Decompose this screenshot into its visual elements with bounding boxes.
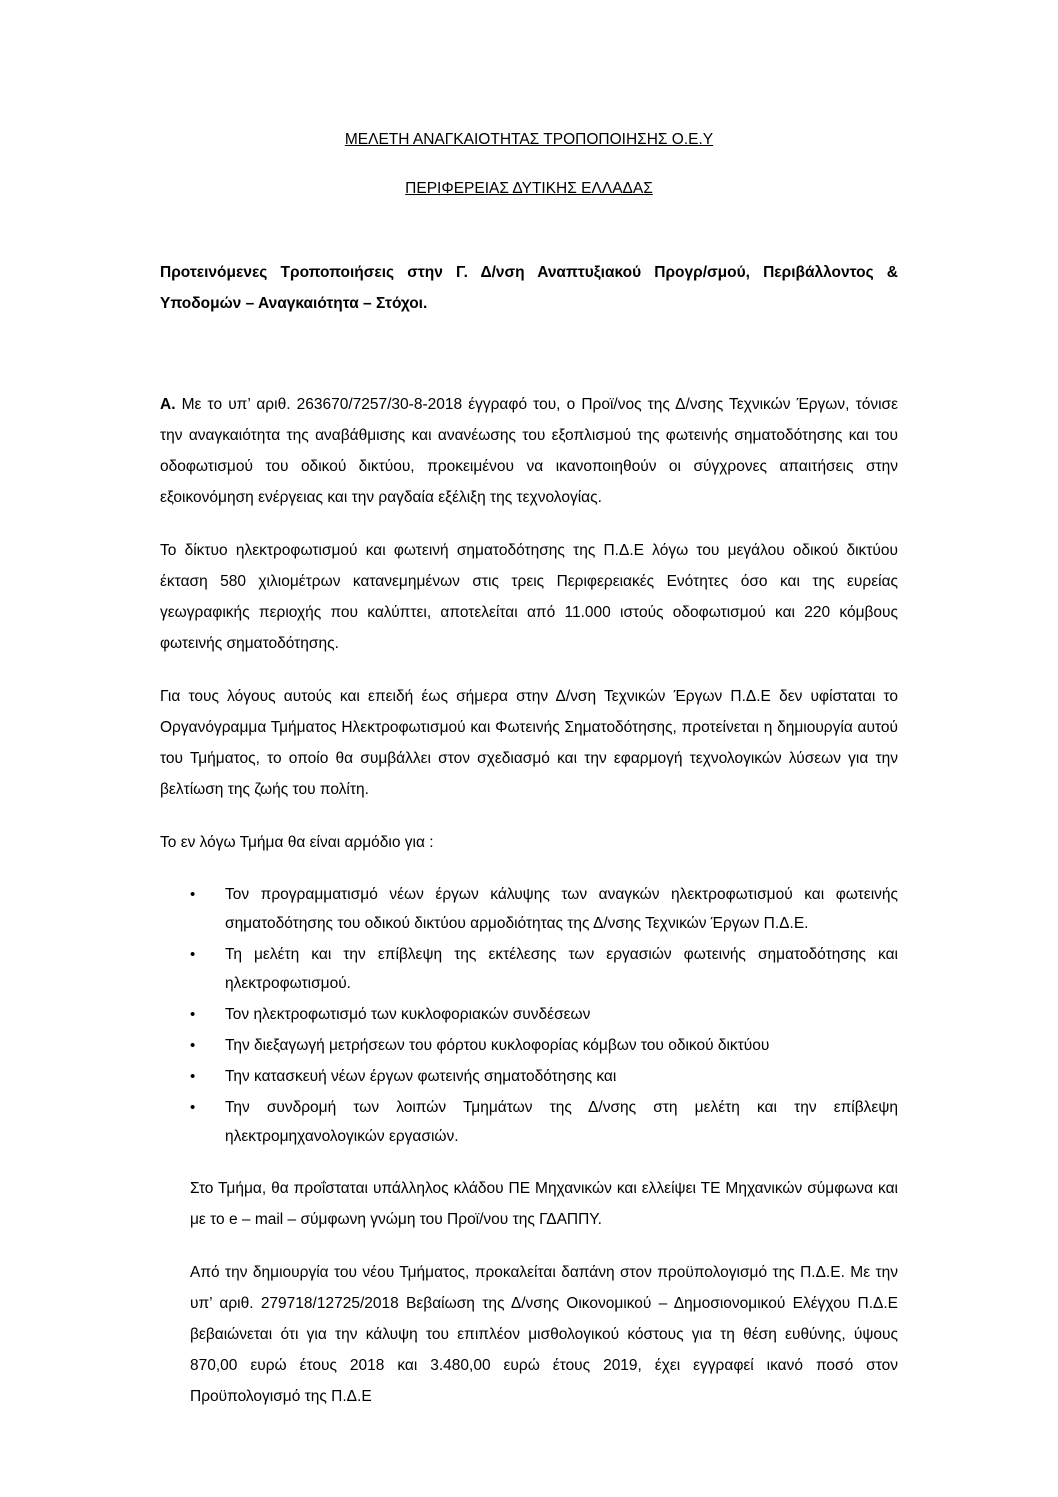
paragraph-a-text: Με το υπ’ αριθ. 263670/7257/30-8-2018 έγγραφό του, ο Προϊ/νος της Δ/νσης Τεχνικών Έργων, τόνισε την αναγκαιότητα της αναβάθμισης και ανανέωσης του εξοπλισμού της φωτεινής σηματοδότησης και του οδοφωτισμού του οδικού δικτύου, προκειμένου να ικανοποιηθούν οι σύγχρονες απαιτήσεις στην εξοικονόμηση ενέργειας και την ραγδαία εξέλιξη της τεχνολογίας. — [160, 396, 898, 506]
list-item: • Τον ηλεκτροφωτισμό των κυκλοφοριακών συνδέσεων — [160, 1000, 898, 1029]
bullet-icon: • — [190, 886, 196, 903]
paragraph-duties-lead: Το εν λόγω Τμήμα θα είναι αρμόδιο για : — [160, 834, 434, 851]
paragraph-a — [160, 389, 898, 513]
list-item: • Τον προγραμματισμό νέων έργων κάλυψης των αναγκών ηλεκτροφωτισμού και φωτεινής σηματοδότησης του οδικού δικτύου αρμοδιότητας της Δ/νσης Τεχνικών Έργων Π.Δ.Ε. — [160, 880, 898, 938]
list-item: • Την συνδρομή των λοιπών Τμημάτων της Δ/νσης στη μελέτη και την επίβλεψη ηλεκτρομηχανολογικών εργασιών. — [160, 1093, 898, 1151]
paragraph-a-label: Α. — [160, 396, 176, 413]
bullet-icon: • — [190, 1068, 196, 1085]
duties-list — [160, 880, 898, 1151]
list-item: • Τη μελέτη και την επίβλεψη της εκτέλεσης των εργασιών φωτεινής σηματοδότησης και ηλεκτροφωτισμού. — [160, 940, 898, 998]
paragraph-head-of-unit: Στο Τμήμα, θα προΐσταται υπάλληλος κλάδου ΠΕ Μηχανικών και ελλείψει ΤΕ Μηχανικών σύμφωνα και με το e – mail – σύμφωνη γνώμη του Προϊ/νου της ΓΔΑΠΠΥ. — [190, 1180, 898, 1228]
paragraph-reasons: Για τους λόγους αυτούς και επειδή έως σήμερα στην Δ/νση Τεχνικών Έργων Π.Δ.Ε δεν υφίσταται το Οργανόγραμμα Τμήματος Ηλεκτροφωτισμού και Φωτεινής Σηματοδότησης, προτείνεται η δημιουργία αυτού του Τμήματος, το οποίο θα συμβάλλει στον σχεδιασμό και την εφαρμογή τεχνολογικών λύσεων για την βελτίωση της ζωής του πολίτη. — [160, 688, 898, 798]
paragraph-network: Το δίκτυο ηλεκτροφωτισμού και φωτεινή σηματοδότησης της Π.Δ.Ε λόγω του μεγάλου οδικού δικτύου έκταση 580 χιλιομέτρων κατανεμημένων στις τρεις Περιφερειακές Ενότητες όσο και της ευρείας γεωγραφικής περιοχής που καλύπτει, αποτελείται από 11.000 ιστούς οδοφωτισμού και 220 κόμβους φωτεινής σηματοδότησης. — [160, 542, 898, 652]
paragraph-cost: Από την δημιουργία του νέου Τμήματος, προκαλείται δαπάνη στον προϋπολογισμό της Π.Δ.Ε. Με την υπ’ αριθ. 279718/12725/2018 Βεβαίωση της Δ/νσης Οικονομικού – Δημοσιονομικού Ελέγχου Π.Δ.Ε βεβαιώνεται ότι για την κάλυψη του επιπλέον μισθολογικού κόστους για τη θέση ευθύνης, ύψους 870,00 ευρώ έτους 2018 και 3.480,00 ευρώ έτους 2019, έχει εγγραφεί ικανό ποσό στον Προϋπολογισμό της Π.Δ.Ε — [190, 1264, 898, 1405]
bullet-icon: • — [190, 1006, 196, 1023]
bullet-icon: • — [190, 946, 196, 963]
list-item: • Την διεξαγωγή μετρήσεων του φόρτου κυκλοφορίας κόμβων του οδικού δικτύου — [160, 1031, 898, 1060]
document-title: ΜΕΛΕΤΗ ΑΝΑΓΚΑΙΟΤΗΤΑΣ ΤΡΟΠΟΠΟΙΗΣΗΣ Ο.Ε.Υ — [344, 131, 714, 148]
bullet-icon: • — [190, 1099, 196, 1116]
document-title-region: ΠΕΡΙΦΕΡΕΙΑΣ ΔΥΤΙΚΗΣ ΕΛΛΑΔΑΣ — [405, 180, 653, 197]
bullet-icon: • — [190, 1037, 196, 1054]
document-page — [160, 128, 898, 1412]
section-heading: Προτεινόμενες Τροποποιήσεις στην Γ. Δ/νση Αναπτυξιακού Προγρ/σμού, Περιβάλλοντος & Υποδομών – Αναγκαιότητα – Στόχοι. — [160, 264, 898, 312]
list-item: • Την κατασκευή νέων έργων φωτεινής σηματοδότησης και — [160, 1062, 898, 1091]
